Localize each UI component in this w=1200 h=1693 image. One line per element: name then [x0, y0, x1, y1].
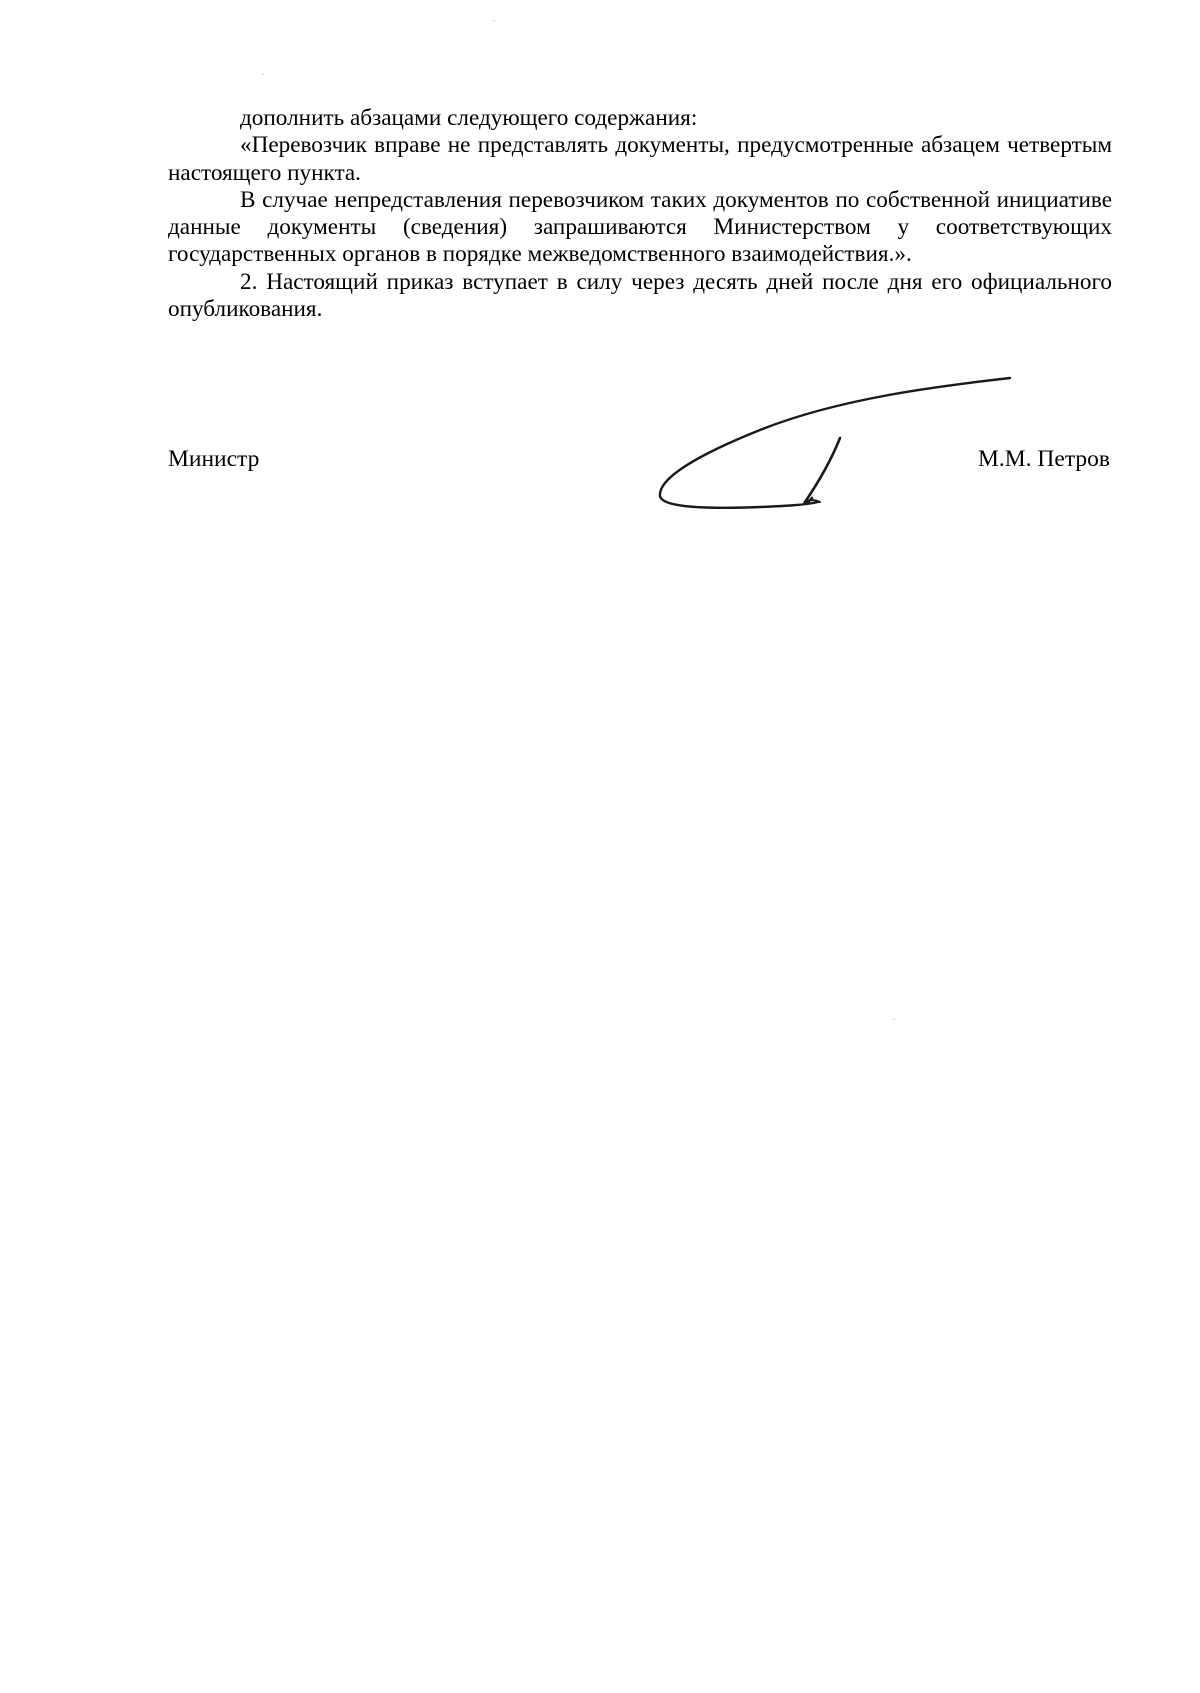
scan-speck [493, 20, 495, 21]
paragraph-4: 2. Настоящий приказ вступает в силу через десять дней после дня его официального опубликования. [168, 268, 1112, 323]
handwritten-signature [640, 368, 1020, 518]
paragraph-3: В случае непредставления перевозчиком таких документов по собственной инициативе данные документы (сведения) запрашиваются Министерством у соответствующих государственных органов в порядке межведомственного взаимодействия.». [168, 186, 1112, 268]
scan-speck [262, 74, 264, 75]
paragraph-1: дополнить абзацами следующего содержания: [240, 105, 698, 131]
paragraph-2: «Перевозчик вправе не представлять документы, предусмотренные абзацем четвертым настоящего пункта. [168, 132, 1112, 186]
signatory-position: Министр [168, 446, 260, 472]
signatory-name: М.М. Петров [978, 446, 1110, 472]
document-body [168, 105, 1112, 323]
scan-speck [893, 1019, 895, 1020]
